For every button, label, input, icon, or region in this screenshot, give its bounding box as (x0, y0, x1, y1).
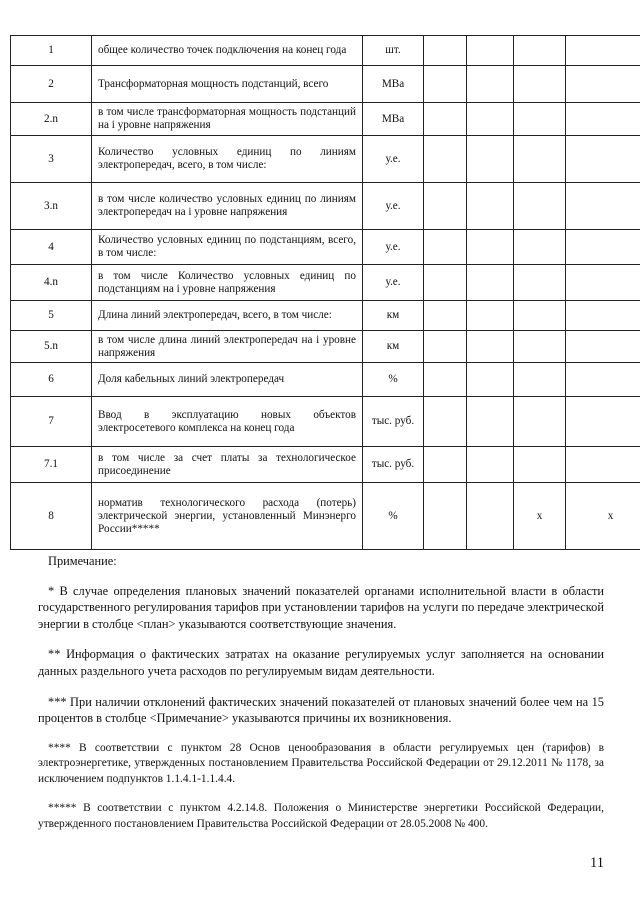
row-number: 3.n (11, 183, 92, 230)
row-value-4 (566, 36, 640, 66)
row-number: 6 (11, 363, 92, 397)
row-name: общее количество точек подключения на конец года (92, 36, 363, 66)
table-row (11, 363, 640, 397)
row-value-3 (514, 66, 566, 103)
row-number: 1 (11, 36, 92, 66)
row-value-4 (566, 136, 640, 183)
table-row (11, 36, 640, 66)
row-unit: тыс. руб. (363, 447, 424, 483)
row-unit: тыс. руб. (363, 397, 424, 447)
table-row (11, 66, 640, 103)
row-value-3 (514, 136, 566, 183)
row-value-2 (467, 397, 514, 447)
row-name: норматив технологического расхода (потерь) электрической энергии, установленный Минэнерго России***** (92, 483, 363, 550)
table-row (11, 183, 640, 230)
row-name: в том числе трансформаторная мощность подстанций на i уровне напряжения (92, 103, 363, 136)
row-value-1 (424, 301, 467, 331)
table-row (11, 230, 640, 265)
row-value-2 (467, 301, 514, 331)
row-value-2 (467, 331, 514, 363)
row-name: Количество условных единиц по линиям электропередач, всего, в том числе: (92, 136, 363, 183)
row-value-3 (514, 36, 566, 66)
row-value-3 (514, 301, 566, 331)
row-value-1 (424, 447, 467, 483)
row-unit: км (363, 301, 424, 331)
row-value-4 (566, 397, 640, 447)
row-value-3 (514, 331, 566, 363)
row-value-4 (566, 301, 640, 331)
row-value-2 (467, 36, 514, 66)
row-unit: МВа (363, 103, 424, 136)
row-unit: МВа (363, 66, 424, 103)
row-value-3 (514, 183, 566, 230)
row-number: 5 (11, 301, 92, 331)
note-2: ** Информация о фактических затратах на оказание регулируемых услуг заполняется на основании данных раздельного учета расходов по регулируемым видам деятельности. (38, 647, 604, 678)
row-name: Количество условных единиц по подстанциям, всего, в том числе: (92, 230, 363, 265)
table-row (11, 447, 640, 483)
row-name: в том числе количество условных единиц по линиям электропередач на i уровне напряжения (92, 183, 363, 230)
row-value-1 (424, 483, 467, 550)
row-unit: у.е. (363, 183, 424, 230)
table-row (11, 397, 640, 447)
row-unit: км (363, 331, 424, 363)
row-value-4 (566, 331, 640, 363)
notes-title: Примечание: (48, 554, 117, 568)
note-1: * В случае определения плановых значений показателей органами исполнительной власти в области государственного регулирования тарифов при установлении тарифов на услуги по передаче электрической энергии в столбце <план> указываются соответствующие значения. (38, 583, 604, 631)
row-value-2 (467, 483, 514, 550)
row-value-2 (467, 363, 514, 397)
row-unit: шт. (363, 36, 424, 66)
row-value-3 (514, 363, 566, 397)
row-value-4 (566, 183, 640, 230)
row-name: в том числе длина линий электропередач на i уровне напряжения (92, 331, 363, 363)
row-value-2 (467, 103, 514, 136)
row-value-4 (566, 103, 640, 136)
row-number: 2.n (11, 103, 92, 136)
row-name: в том числе Количество условных единиц по подстанциям на i уровне напряжения (92, 265, 363, 301)
indicators-table (10, 35, 640, 550)
note-4: **** В соответствии с пунктом 28 Основ ценообразования в области регулируемых цен (тарифов) в электроэнергетике, утвержденных постановлением Правительства Российской Федерации от 29.12.2011 № 1178, за исключением подпунктов 1.1.4.1-1.1.4.4. (38, 741, 604, 785)
row-value-1 (424, 397, 467, 447)
note-3: *** При наличии отклонений фактических значений показателей от плановых значений более чем на 15 процентов в столбце <Примечание> указываются причины их возникновения. (38, 694, 604, 726)
row-number: 2 (11, 66, 92, 103)
row-value-3 (514, 447, 566, 483)
row-number: 3 (11, 136, 92, 183)
row-value-1 (424, 331, 467, 363)
row-value-3 (514, 103, 566, 136)
row-number: 4 (11, 230, 92, 265)
row-name: Длина линий электропередач, всего, в том числе: (92, 301, 363, 331)
row-name: Ввод в эксплуатацию новых объектов электросетевого комплекса на конец года (92, 397, 363, 447)
row-value-1 (424, 265, 467, 301)
row-value-4 (566, 363, 640, 397)
row-value-3 (514, 265, 566, 301)
row-value-4: x (566, 483, 640, 550)
row-unit: у.е. (363, 265, 424, 301)
table-row (11, 136, 640, 183)
row-number: 8 (11, 483, 92, 550)
row-value-4 (566, 447, 640, 483)
row-value-2 (467, 183, 514, 230)
note-5: ***** В соответствии с пунктом 4.2.14.8. Положения о Министерстве энергетики Российской Федерации, утвержденного постановлением Правительства Российской Федерации от 28.05.2008 № 400. (38, 802, 604, 830)
page-number: 11 (590, 855, 604, 871)
row-value-4 (566, 230, 640, 265)
row-unit: у.е. (363, 230, 424, 265)
row-name: Доля кабельных линий электропередач (92, 363, 363, 397)
row-unit: % (363, 363, 424, 397)
row-value-2 (467, 136, 514, 183)
row-unit: % (363, 483, 424, 550)
row-value-4 (566, 66, 640, 103)
row-value-4 (566, 265, 640, 301)
row-value-2 (467, 230, 514, 265)
row-number: 7.1 (11, 447, 92, 483)
row-value-1 (424, 183, 467, 230)
row-value-3 (514, 230, 566, 265)
table-body (11, 36, 640, 550)
row-value-2 (467, 66, 514, 103)
row-number: 4.n (11, 265, 92, 301)
notes-section (38, 553, 604, 846)
row-number: 5.n (11, 331, 92, 363)
table-row (11, 103, 640, 136)
row-unit: у.е. (363, 136, 424, 183)
row-value-3: x (514, 483, 566, 550)
row-value-2 (467, 265, 514, 301)
row-value-1 (424, 136, 467, 183)
row-value-1 (424, 36, 467, 66)
row-value-1 (424, 103, 467, 136)
row-value-1 (424, 363, 467, 397)
table-row (11, 265, 640, 301)
row-name: в том числе за счет платы за технологическое присоединение (92, 447, 363, 483)
row-value-1 (424, 66, 467, 103)
table-row (11, 301, 640, 331)
table-row (11, 331, 640, 363)
row-name: Трансформаторная мощность подстанций, всего (92, 66, 363, 103)
row-value-1 (424, 230, 467, 265)
row-value-3 (514, 397, 566, 447)
row-value-2 (467, 447, 514, 483)
row-number: 7 (11, 397, 92, 447)
table-row (11, 483, 640, 550)
